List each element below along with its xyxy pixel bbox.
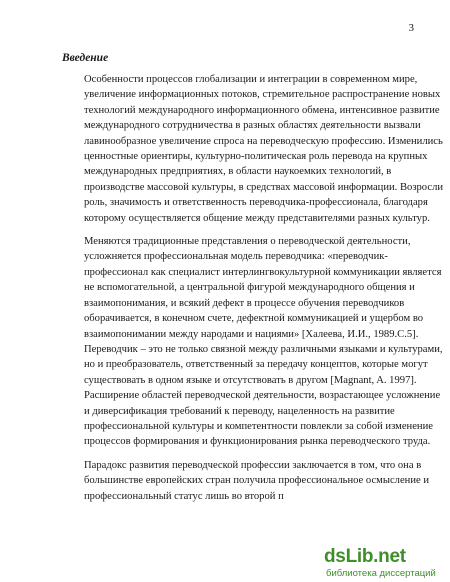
text-line: взаимопонимания, и всякий дефект в процессе обучения переводчиков [84, 297, 405, 309]
watermark [320, 546, 450, 582]
section-heading: Введение [62, 52, 109, 64]
text-line: усложняется профессиональная модель переводчика: «переводчик- [84, 251, 388, 263]
text-line: которому осуществляется общение между представителями разных культур. [84, 212, 430, 224]
watermark-logo: dsLib.net [324, 546, 406, 567]
text-line: ценностные ориентиры, культурно-политическая роль перевода на крупных [84, 151, 428, 163]
text-line: Особенности процессов глобализации и интеграции в современном мире, [84, 74, 418, 85]
paragraph-1 [62, 72, 444, 226]
text-line: профессионал как специалист интерлингвокультурной коммуникации является [84, 266, 442, 278]
text-line: Парадокс развития переводческой профессии заключается в том, что она в [84, 459, 422, 471]
text-line: профессиональной культуры и компетентности повлекли за собой изменение [84, 420, 433, 432]
text-line: взаимопонимании между народами и нациями» [Халеева, И.И., 1989.С.5]. [84, 328, 419, 340]
text-line: технологий международного информационного обмена, интенсивное развитие [84, 104, 440, 116]
watermark-tagline: библиотека диссертаций [326, 568, 436, 579]
text-line: большинстве европейских стран получила профессиональное осмысление и [84, 475, 430, 487]
text-line: не вспомогательной, а центральной фигурой международного общения и [84, 282, 415, 294]
body-text [62, 72, 444, 504]
text-line: лавинообразное увеличение спроса на переводческую профессию. Изменились [84, 135, 443, 147]
text-line: но и преобразователь, ответственный за передачу концептов, которые могут [84, 359, 428, 371]
text-line: увеличение информационных потоков, стремительное распространение новых [84, 89, 441, 101]
text-line: производстве массовой культуры, в средствах массовой информации. Возросли [84, 181, 444, 193]
text-line: и диверсификация требований к переводу, нацеленность на развитие [84, 405, 395, 417]
text-line: процессов формирования и функционирования рынка переводческого труда. [84, 436, 431, 448]
text-line: роль, значимость и ответственность переводчика-профессионала, благодаря [84, 197, 428, 209]
text-line: международных предприятиях, в области наукоемких технологий, в [84, 166, 392, 178]
paragraph-3 [62, 458, 430, 504]
text-line: Переводчик – это не только связной между различными языками и культурами, [84, 343, 443, 355]
text-line: профессиональный статус лишь во второй п [84, 490, 284, 502]
text-line: международного сотрудничества в разных областях деятельности вызвали [84, 120, 421, 132]
page-number: 3 [408, 22, 414, 34]
text-line: оборачивается, в конечном счете, дефектной коммуникацией и ущербом во [84, 313, 424, 325]
text-line: Меняются традиционные представления о переводческой деятельности, [84, 236, 411, 248]
text-line: Расширение областей переводческой деятельности, возрастающее усложнение [84, 390, 441, 402]
text-line: существовать в одном языке и отсутствовать в другом [Magnant, A. 1997]. [84, 374, 417, 386]
paragraph-2 [62, 234, 443, 450]
